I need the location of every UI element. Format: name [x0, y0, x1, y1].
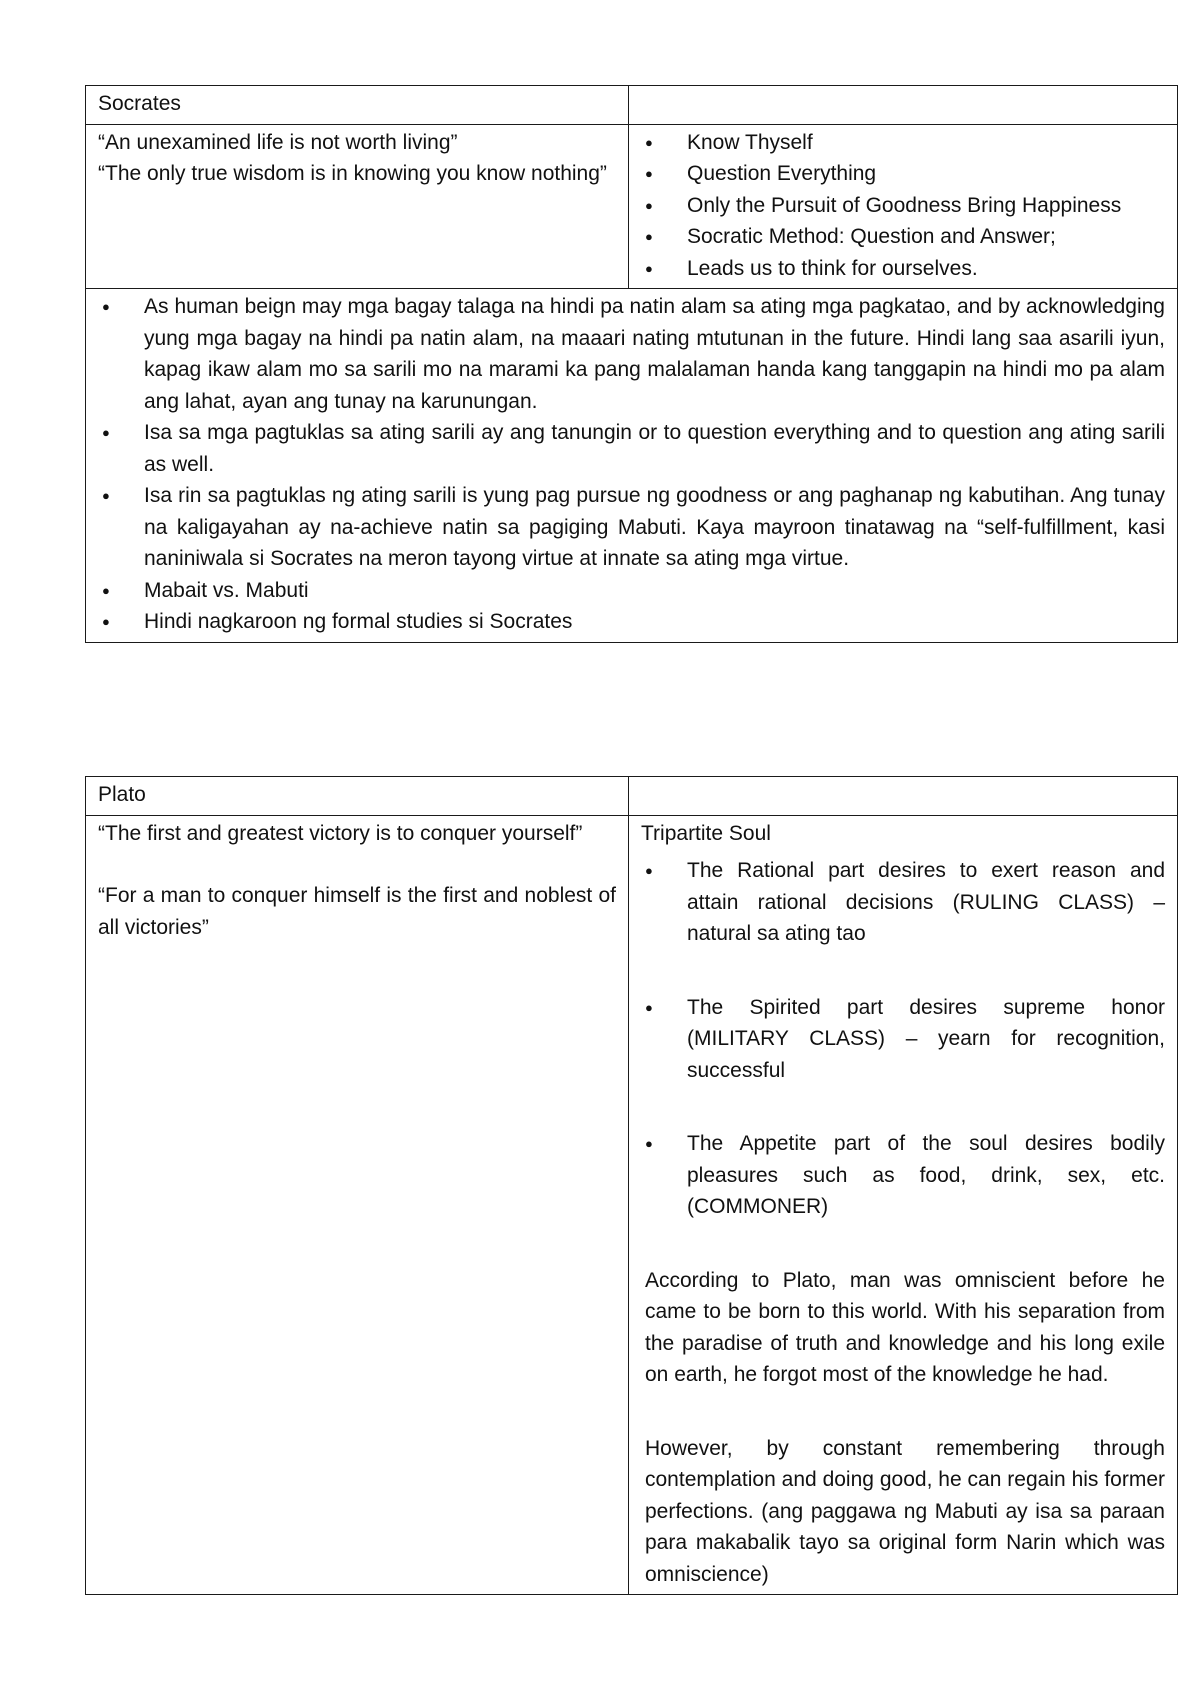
quote: “An unexamined life is not worth living” — [98, 130, 458, 154]
socrates-notes-cell — [86, 289, 1178, 643]
socrates-points-list — [641, 127, 1165, 285]
section-heading: Tripartite Soul — [641, 821, 771, 845]
socrates-header-empty-cell — [629, 86, 1178, 125]
socrates-quotes-cell — [86, 124, 629, 289]
paragraph: However, by constant remembering through contemplation and doing good, he can regain his former perfections. (ang paggawa ng Mabuti ay isa sa paraan para makabalik tayo sa original form Narin which was omniscience) — [645, 1436, 1165, 1586]
list-item: ● Question Everything — [641, 158, 1165, 190]
list-item: ● The Appetite part of the soul desires bodily pleasures such as food, drink, sex, etc. (COMMONER) — [641, 1128, 1165, 1223]
socrates-notes-list — [98, 291, 1165, 638]
soul-parts-list — [641, 855, 1165, 1223]
list-item: ● Know Thyself — [641, 127, 1165, 159]
plato-table — [85, 776, 1178, 1595]
plato-header-empty-cell — [629, 777, 1178, 816]
list-item: ● The Spirited part desires supreme honor (MILITARY CLASS) – yearn for recognition, successful — [641, 992, 1165, 1087]
list-item: ● Leads us to think for ourselves. — [641, 253, 1165, 285]
list-item: ● As human beign may mga bagay talaga na hindi pa natin alam sa ating mga pagkatao, and by acknowledging yung mga bagay na hindi pa natin alam, na maaari nating mtutunan in the future. Hindi lang saa asarili iyun, kapag ikaw alam mo sa sarili mo na marami ka pang malalaman handa kang tanggapin na hindi mo pa alam ang lahat, ayan ang tunay na karunungan. — [98, 291, 1165, 417]
list-item: ● Mabait vs. Mabuti — [98, 575, 1165, 607]
plato-quotes-cell — [86, 815, 629, 1595]
list-item: ● Isa rin sa pagtuklas ng ating sarili is yung pag pursue ng goodness or ang paghanap ng kabutihan. Ang tunay na kaligayahan ay na-achieve natin sa pagiging Mabuti. Kaya mayroon tinatawag na “self-fulfillment, kasi naniniwala si Socrates na meron tayong virtue at innate sa ating mga virtue. — [98, 480, 1165, 575]
quote: “For a man to conquer himself is the first and noblest of all victories” — [98, 884, 616, 939]
list-item: ● Isa sa mga pagtuklas sa ating sarili ay ang tanungin or to question everything and to question ang ating sarili as well. — [98, 417, 1165, 480]
socrates-table — [85, 85, 1178, 643]
quote: “The first and greatest victory is to conquer yourself” — [98, 821, 583, 845]
socrates-points-cell — [629, 124, 1178, 289]
quote: “The only true wisdom is in knowing you know nothing” — [98, 162, 607, 185]
philosopher-name: Plato — [98, 783, 146, 806]
list-item: ● Socratic Method: Question and Answer; — [641, 221, 1165, 253]
paragraph: According to Plato, man was omniscient before he came to be born to this world. With his separation from the paradise of truth and knowledge and his long exile on earth, he forgot most of the knowledge he had. — [645, 1268, 1165, 1386]
spacer — [641, 950, 1165, 992]
spacer — [641, 1086, 1165, 1128]
plato-name-cell — [86, 777, 629, 816]
list-item: ● Hindi nagkaroon ng formal studies si Socrates — [98, 606, 1165, 638]
list-item: ● Only the Pursuit of Goodness Bring Happiness — [641, 190, 1165, 222]
socrates-name-cell — [86, 86, 629, 125]
philosopher-name: Socrates — [98, 92, 181, 115]
plato-soul-cell — [629, 815, 1178, 1595]
list-item: ● The Rational part desires to exert reason and attain rational decisions (RULING CLASS) – natural sa ating tao — [641, 855, 1165, 950]
